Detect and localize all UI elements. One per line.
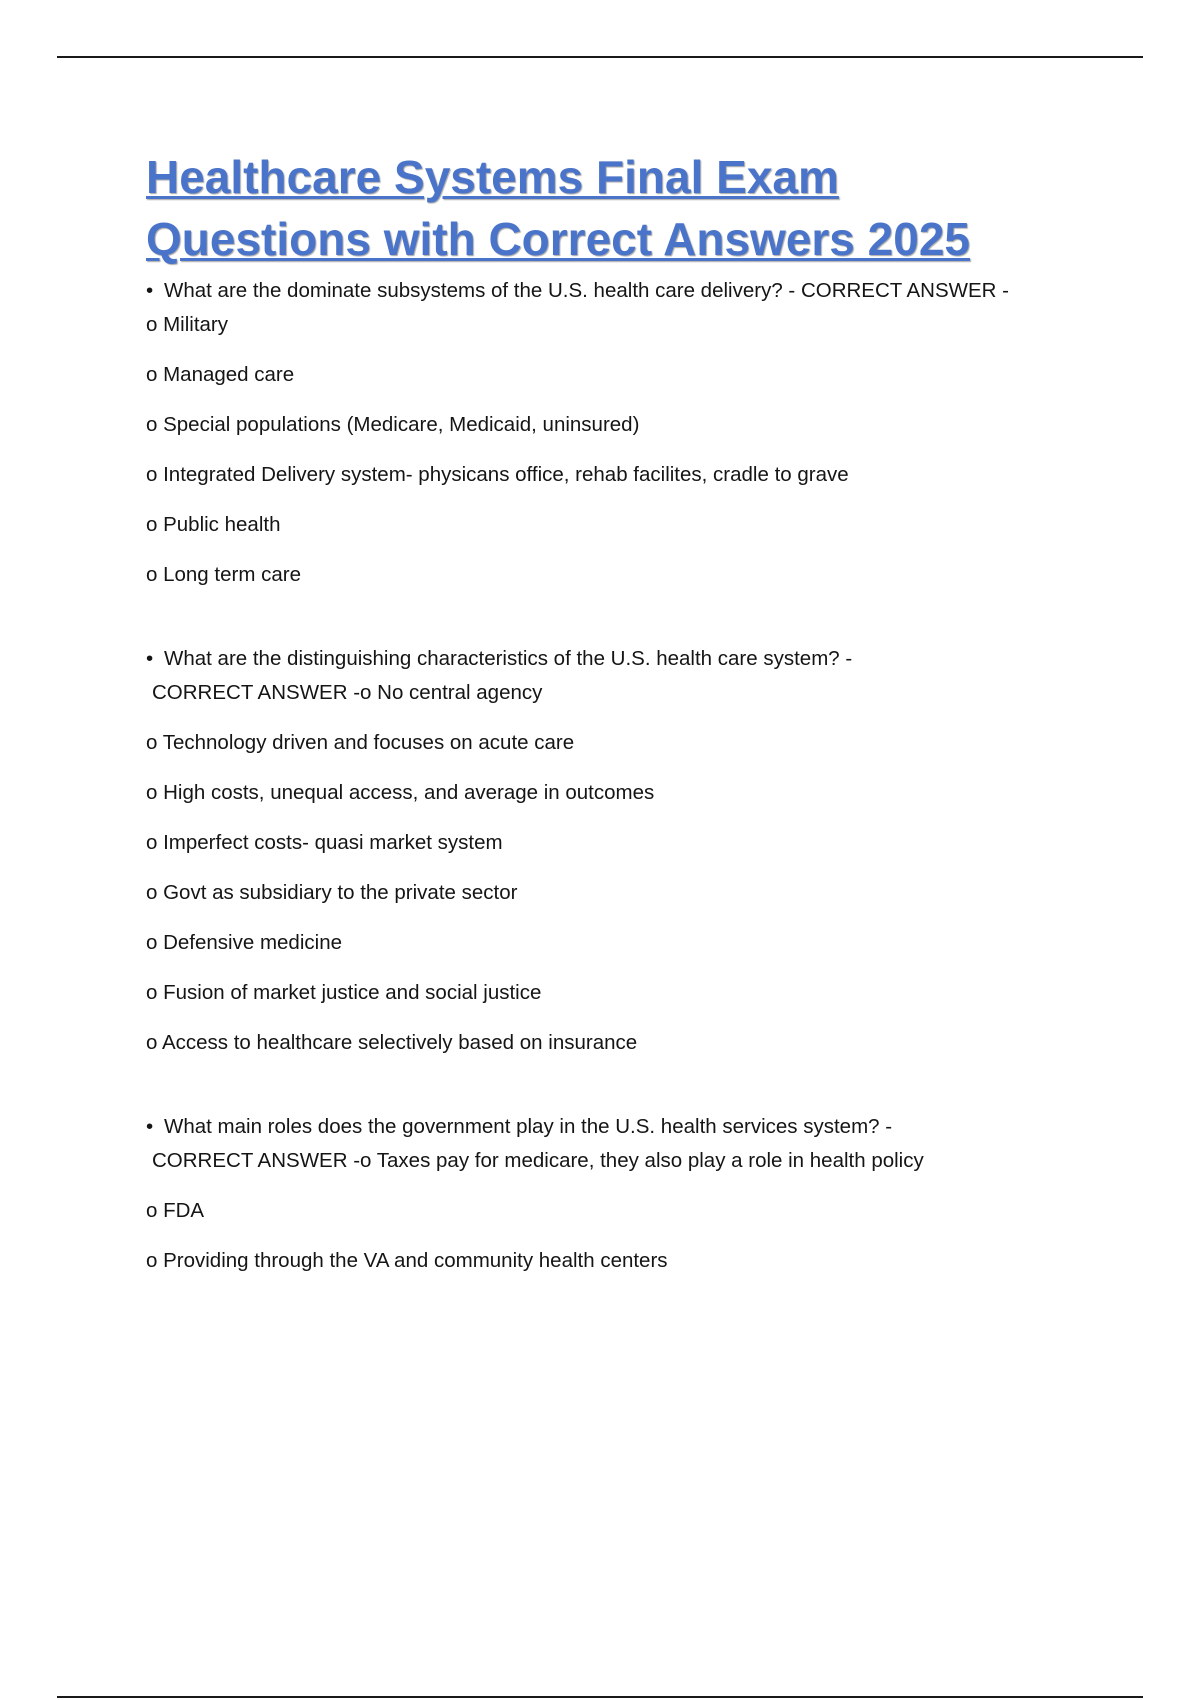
answer-item: o Special populations (Medicare, Medicaid, uninsured) <box>146 413 640 436</box>
question-text: What are the distinguishing characteristics of the U.S. health care system? - <box>164 647 853 670</box>
answer-item: o Govt as subsidiary to the private sector <box>146 881 518 904</box>
document-body <box>146 146 1106 1278</box>
question-3 <box>146 1110 1106 1178</box>
bottom-rule <box>57 1696 1143 1698</box>
answer-item: o Imperfect costs- quasi market system <box>146 831 503 854</box>
question-block-2 <box>146 642 1106 1060</box>
question-text: What are the dominate subsystems of the U.S. health care delivery? - CORRECT ANSWER - <box>164 279 1009 302</box>
answer-item: o Integrated Delivery system- physicans office, rehab facilites, cradle to grave <box>146 463 849 486</box>
question-text-continued: CORRECT ANSWER -o No central agency <box>152 681 543 704</box>
answer-item: o Long term care <box>146 563 301 586</box>
answer-item: o Access to healthcare selectively based on insurance <box>146 1031 638 1054</box>
document-title <box>146 146 1106 270</box>
question-text-continued: CORRECT ANSWER -o Taxes pay for medicare, they also play a role in health policy <box>152 1149 924 1172</box>
title-line-1: Healthcare Systems Final Exam <box>146 151 839 203</box>
bullet-icon: • <box>146 647 154 670</box>
title-line-2: Questions with Correct Answers 2025 <box>146 213 971 265</box>
answer-item: o Public health <box>146 513 281 536</box>
answer-item: o Technology driven and focuses on acute care <box>146 731 575 754</box>
question-1 <box>146 274 1106 308</box>
bullet-icon: • <box>146 1115 154 1138</box>
bullet-icon: • <box>146 279 154 302</box>
question-text: What main roles does the government play in the U.S. health services system? - <box>164 1115 893 1138</box>
top-rule <box>57 56 1143 58</box>
answer-item: o High costs, unequal access, and average in outcomes <box>146 781 655 804</box>
question-block-3 <box>146 1110 1106 1278</box>
question-2 <box>146 642 1106 710</box>
answer-item: o Military <box>146 313 229 336</box>
answer-item: o Defensive medicine <box>146 931 342 954</box>
answer-item: o FDA <box>146 1199 205 1222</box>
answer-item: o Managed care <box>146 363 295 386</box>
answer-item: o Providing through the VA and community health centers <box>146 1249 668 1272</box>
question-block-1 <box>146 274 1106 592</box>
answer-item: o Fusion of market justice and social justice <box>146 981 542 1004</box>
